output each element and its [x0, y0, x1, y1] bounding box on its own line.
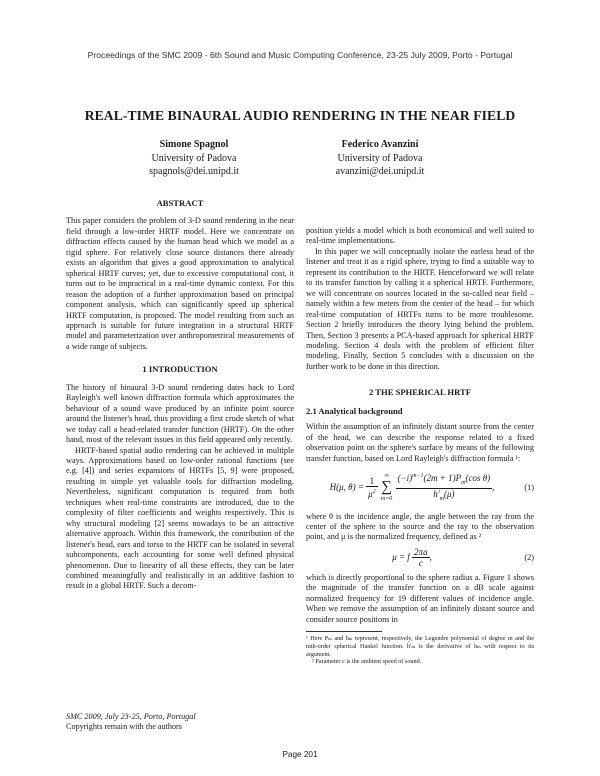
paper-title: REAL-TIME BINAURAL AUDIO RENDERING IN THE NEAR FIELD: [84, 108, 516, 123]
author-block-1: [104, 138, 284, 179]
author-block-2: [290, 138, 470, 179]
author-name: Simone Spagnol: [159, 139, 229, 150]
footnote-2: ² Parameter c is the ambient speed of sound.: [312, 658, 422, 666]
abstract-text: This paper considers the problem of 3-D sound rendering in the near field through a low-order HRTF model. Here we concentrate on diffraction effects caused by the human head which we model as a rigid sphere. For relatively close source distances there already exists an algorithm that gives a good approximation to analytical spherical HRTF curves; yet, due to excessive computational cost, it turns out to be impractical in a real-time dynamic context. For this reason the adoption of a further approximation based on principal component analysis, which can significantly speed up spherical HRTF computation, is proposed. The model resulting from such an approach is suitable for future integration in a structural HRTF model and parameterization over anthropometrical measurements of a wide range of subjects.: [66, 216, 294, 351]
spherical-paragraph-2: where θ is the incidence angle, the angle between the ray from the center of the sphere to the source and the ray to the observation point, and μ is the normalized frequency, defined as ²: [306, 511, 534, 542]
running-head: Proceedings of the SMC 2009 - 6th Sound and Music Computing Conference, 23-25 July 2009, Porto - Portugal: [87, 50, 513, 60]
intro-paragraph-4: In this paper we will conceptually isolate the earless head of the listener and treat it as a rigid sphere, trying to find a suitable way to represent its contribution to the HRTF. Henceforward we will relate to its transfer function by calling it a spherical HRTF. Furthermore, we will concentrate on sources located in the so-called near field – namely within a few meters from the center of the head – for which real-time computation of HRTFs turns to be more troublesome. Section 2 briefly introduces the theory lying behind the problem. Then, Section 3 presents a PCA-based approach for spherical HRTF modeling. Section 4 deals with the problem of efficient filter modeling. Finally, Section 5 concludes with a discussion on the further work to be done in this direction.: [306, 246, 534, 371]
conference-note: [66, 712, 294, 733]
author-affiliation: University of Padova: [337, 152, 423, 164]
spherical-heading: 2 THE SPHERICAL HRTF: [369, 387, 471, 398]
spherical-paragraph-1: Within the assumption of an infinitely distant source from the center of the head, we can describe the response related to a fixed observation point on the sphere's surface by means of the following transfer function, based on Lord Rayleigh's diffraction formula ¹:: [306, 422, 534, 463]
equation-1-number: (1): [524, 482, 534, 492]
author-email: spagnols@dei.unipd.it: [149, 166, 239, 178]
author-name: Federico Avanzini: [341, 139, 419, 150]
author-email: avanzini@dei.unipd.it: [335, 166, 425, 178]
intro-paragraph-2: HRTF-based spatial audio rendering can be achieved in multiple ways. Approximations based on low-order rational functions (see e.g. [4]) and series expansions of HRTFs [5, 9] were proposed, resulting in simple yet valuable tools for diffraction modeling. Nevertheless, significant computation is required from both techniques when real-time constraints are introduced, due to the complexity of filter coefficients and weights respectively. This is why structural modeling [2] seems nowadays to be an attractive alternative approach. Within this framework, the contribution of the listener's head, ears and torso to the HRTF can be isolated in several subcomponents, each accounting for some well defined physical phenomenon. Due to linearity of all these effects, they can be later combined meaningfully and realistically in an additive fashion to result in a global HRTF. Such a decom-: [66, 445, 294, 591]
right-column: [306, 226, 534, 666]
spherical-paragraph-3: which is directly proportional to the sphere radius a. Figure 1 shows the magnitude of the transfer function on a dB scale against normalized frequency for 19 different values of incidence angle. When we remove the assumption of an infinitely distant source and consider source positions in: [306, 572, 534, 624]
conference-note-line-2: Copyrights remain with the authors: [66, 722, 182, 732]
equation-2-formula: μ = f $\frac{2\pi a}{c}$ ,: [392, 546, 432, 569]
equation-1-formula: H(μ, θ) = $\frac{1}{\mu^2}$ ∞ ∑ m=0 $\frac{(-i)^{m-1}(2m + 1)P_m(\cos \theta)}{h'_m(\mu)}$ ,: [329, 473, 495, 503]
equation-2-number: (2): [524, 552, 534, 562]
author-affiliation: University of Padova: [151, 152, 237, 164]
equation-2: [306, 547, 534, 569]
introduction-heading: 1 INTRODUCTION: [142, 364, 218, 375]
abstract-heading: ABSTRACT: [156, 198, 204, 208]
left-column: [66, 198, 294, 592]
intro-paragraph-1: The history of binaural 3-D sound rendering dates back to Lord Rayleigh's well known diffraction formula which approximates the behaviour of a sound wave produced by an infinite point source around the listener's head, thus providing a first crude sketch of what we today call a head-related transfer function (HRTF). On the other hand, most of the relevant issues in this field appeared only recently.: [66, 382, 294, 445]
page-number: Page 201: [282, 750, 318, 759]
intro-paragraph-3: position yields a model which is both economical and well suited to real-time implementations.: [306, 226, 534, 246]
analytical-subheading: 2.1 Analytical background: [306, 405, 403, 416]
conference-note-line-1: SMC 2009, July 23-25, Porto, Portugal: [66, 712, 196, 721]
footnote-rule: [306, 631, 382, 632]
footnote-1: ¹ Here Pₘ and hₘ represent, respectively, the Legendre polynomial of degree m and the mth-order spherical Hankel function. h′ₘ is the derivative of hₘ with respect to its argument.: [306, 635, 534, 658]
equation-1: [306, 471, 534, 505]
